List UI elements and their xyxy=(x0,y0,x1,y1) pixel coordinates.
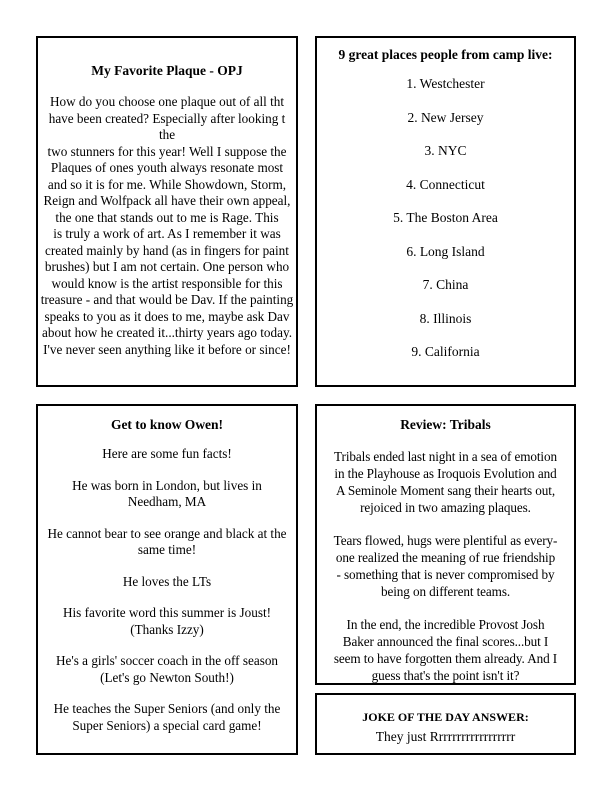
owen-fact xyxy=(40,701,294,734)
plaque-paragraph-line: How do you choose one plaque out of all tht xyxy=(49,94,285,109)
plaque-paragraph-line: the one that stands out to me is Rage. This xyxy=(55,209,279,225)
plaque-paragraph xyxy=(40,94,294,358)
plaque-paragraph-line: and so it is for me. While Showdown, Storm, xyxy=(47,176,287,192)
tribals-paragraph-line: rejoiced in two amazing plaques. xyxy=(360,500,531,515)
plaque-paragraph-line: Reign and Wolfpack all have their own appeal, xyxy=(43,193,291,208)
plaque-paragraph-line: is truly a work of art. As I remember it was xyxy=(53,226,281,241)
tribals-paragraph-line: guess that's the point isn't it? xyxy=(371,668,520,683)
plaque-paragraph-line: Plaques of ones youth always resonate most xyxy=(50,160,284,175)
owen-fact-line: He's a girls' soccer coach in the off season xyxy=(55,653,279,668)
place-item: 4. Connecticut xyxy=(406,176,485,192)
tribals-title: Review: Tribals xyxy=(400,417,491,432)
owen-fact xyxy=(40,478,294,511)
plaque-article xyxy=(36,36,298,387)
place-item: 6. Long Island xyxy=(406,243,485,259)
tribals-review-box xyxy=(315,404,576,685)
plaque-paragraph-line: I've never seen anything like it before or since! xyxy=(43,341,291,357)
owen-fact-line: same time! xyxy=(137,542,197,557)
owen-fact xyxy=(40,526,294,559)
place-item: 9. California xyxy=(411,344,480,359)
places-list-box xyxy=(315,36,576,387)
owen-fact-line: Here are some fun facts! xyxy=(102,446,232,461)
owen-fact-line: He cannot bear to see orange and black at the xyxy=(47,525,287,541)
owen-fact-line: Needham, MA xyxy=(127,494,207,509)
owen-fact xyxy=(40,653,294,686)
tribals-paragraph xyxy=(317,448,574,516)
tribals-paragraph-line: Tribals ended last night in a sea of emotion xyxy=(334,449,557,464)
owen-fact-line: (Thanks Izzy) xyxy=(130,621,204,637)
tribals-paragraph-line: one realized the meaning of rue friendship xyxy=(335,550,556,565)
tribals-paragraph xyxy=(317,532,574,600)
place-item: 8. Illinois xyxy=(419,310,472,326)
plaque-body xyxy=(40,94,294,358)
place-item: 2. New Jersey xyxy=(407,109,484,125)
plaque-paragraph-line: created mainly by hand (as in fingers for paint xyxy=(45,242,289,258)
places-title: 9 great places people from camp live: xyxy=(338,47,553,62)
plaque-paragraph-line: treasure - and that would be Dav. If the painting xyxy=(40,292,294,307)
owen-facts xyxy=(40,446,294,734)
tribals-paragraph-line: Tears flowed, hugs were plentiful as every- xyxy=(333,533,558,548)
place-item: 5. The Boston Area xyxy=(393,210,498,225)
tribals-paragraph-line: In the end, the incredible Provost Josh xyxy=(346,617,545,632)
owen-fact-line: He loves the LTs xyxy=(122,573,212,589)
tribals-paragraph-line: Baker announced the final scores...but I xyxy=(342,634,549,649)
owen-fact xyxy=(40,574,294,591)
tribals-paragraph-line: seem to have forgotten them already. And I xyxy=(333,651,558,666)
tribals-body xyxy=(317,448,574,684)
place-item: 3. NYC xyxy=(424,143,467,158)
plaque-title: My Favorite Plaque - OPJ xyxy=(91,63,243,78)
place-item: 7. China xyxy=(422,277,469,292)
plaque-paragraph-line: two stunners for this year! Well I suppose the xyxy=(47,143,287,159)
owen-fact xyxy=(40,446,294,463)
owen-fact xyxy=(40,605,294,638)
place-item: 1. Westchester xyxy=(406,76,485,91)
owen-facts-box xyxy=(36,404,298,755)
places-list xyxy=(319,75,572,360)
plaque-paragraph-line: speaks to you as it does to me, maybe ask Dav xyxy=(44,308,290,324)
joke-answer-box xyxy=(315,693,576,755)
plaque-paragraph-line: about how he created it...thirty years ago today. xyxy=(42,325,292,340)
joke-title: JOKE OF THE DAY ANSWER: xyxy=(362,710,529,724)
tribals-paragraph-line: in the Playhouse as Iroquois Evolution and xyxy=(334,466,557,481)
owen-fact-line: He was born in London, but lives in xyxy=(72,477,262,493)
tribals-paragraph-line: - something that is never compromised by xyxy=(336,567,555,582)
owen-fact-line: Super Seniors) a special card game! xyxy=(72,717,262,733)
plaque-paragraph-line: have been created? Especially after looking t the xyxy=(48,110,286,142)
owen-fact-line: His favorite word this summer is Joust! xyxy=(62,605,272,620)
owen-fact-line: He teaches the Super Seniors (and only the xyxy=(53,701,281,716)
tribals-paragraph xyxy=(317,616,574,684)
plaque-paragraph-line: would know is the artist responsible for this xyxy=(51,275,283,291)
owen-fact-line: (Let's go Newton South!) xyxy=(100,669,234,685)
plaque-paragraph-line: brushes) but I am not certain. One person who xyxy=(44,259,290,274)
tribals-paragraph-line: A Seminole Moment sang their hearts out, xyxy=(335,483,556,498)
owen-title: Get to know Owen! xyxy=(110,417,224,432)
tribals-paragraph-line: being on different teams. xyxy=(380,584,511,599)
joke-answer: They just Rrrrrrrrrrrrrrrrrr xyxy=(375,729,516,744)
